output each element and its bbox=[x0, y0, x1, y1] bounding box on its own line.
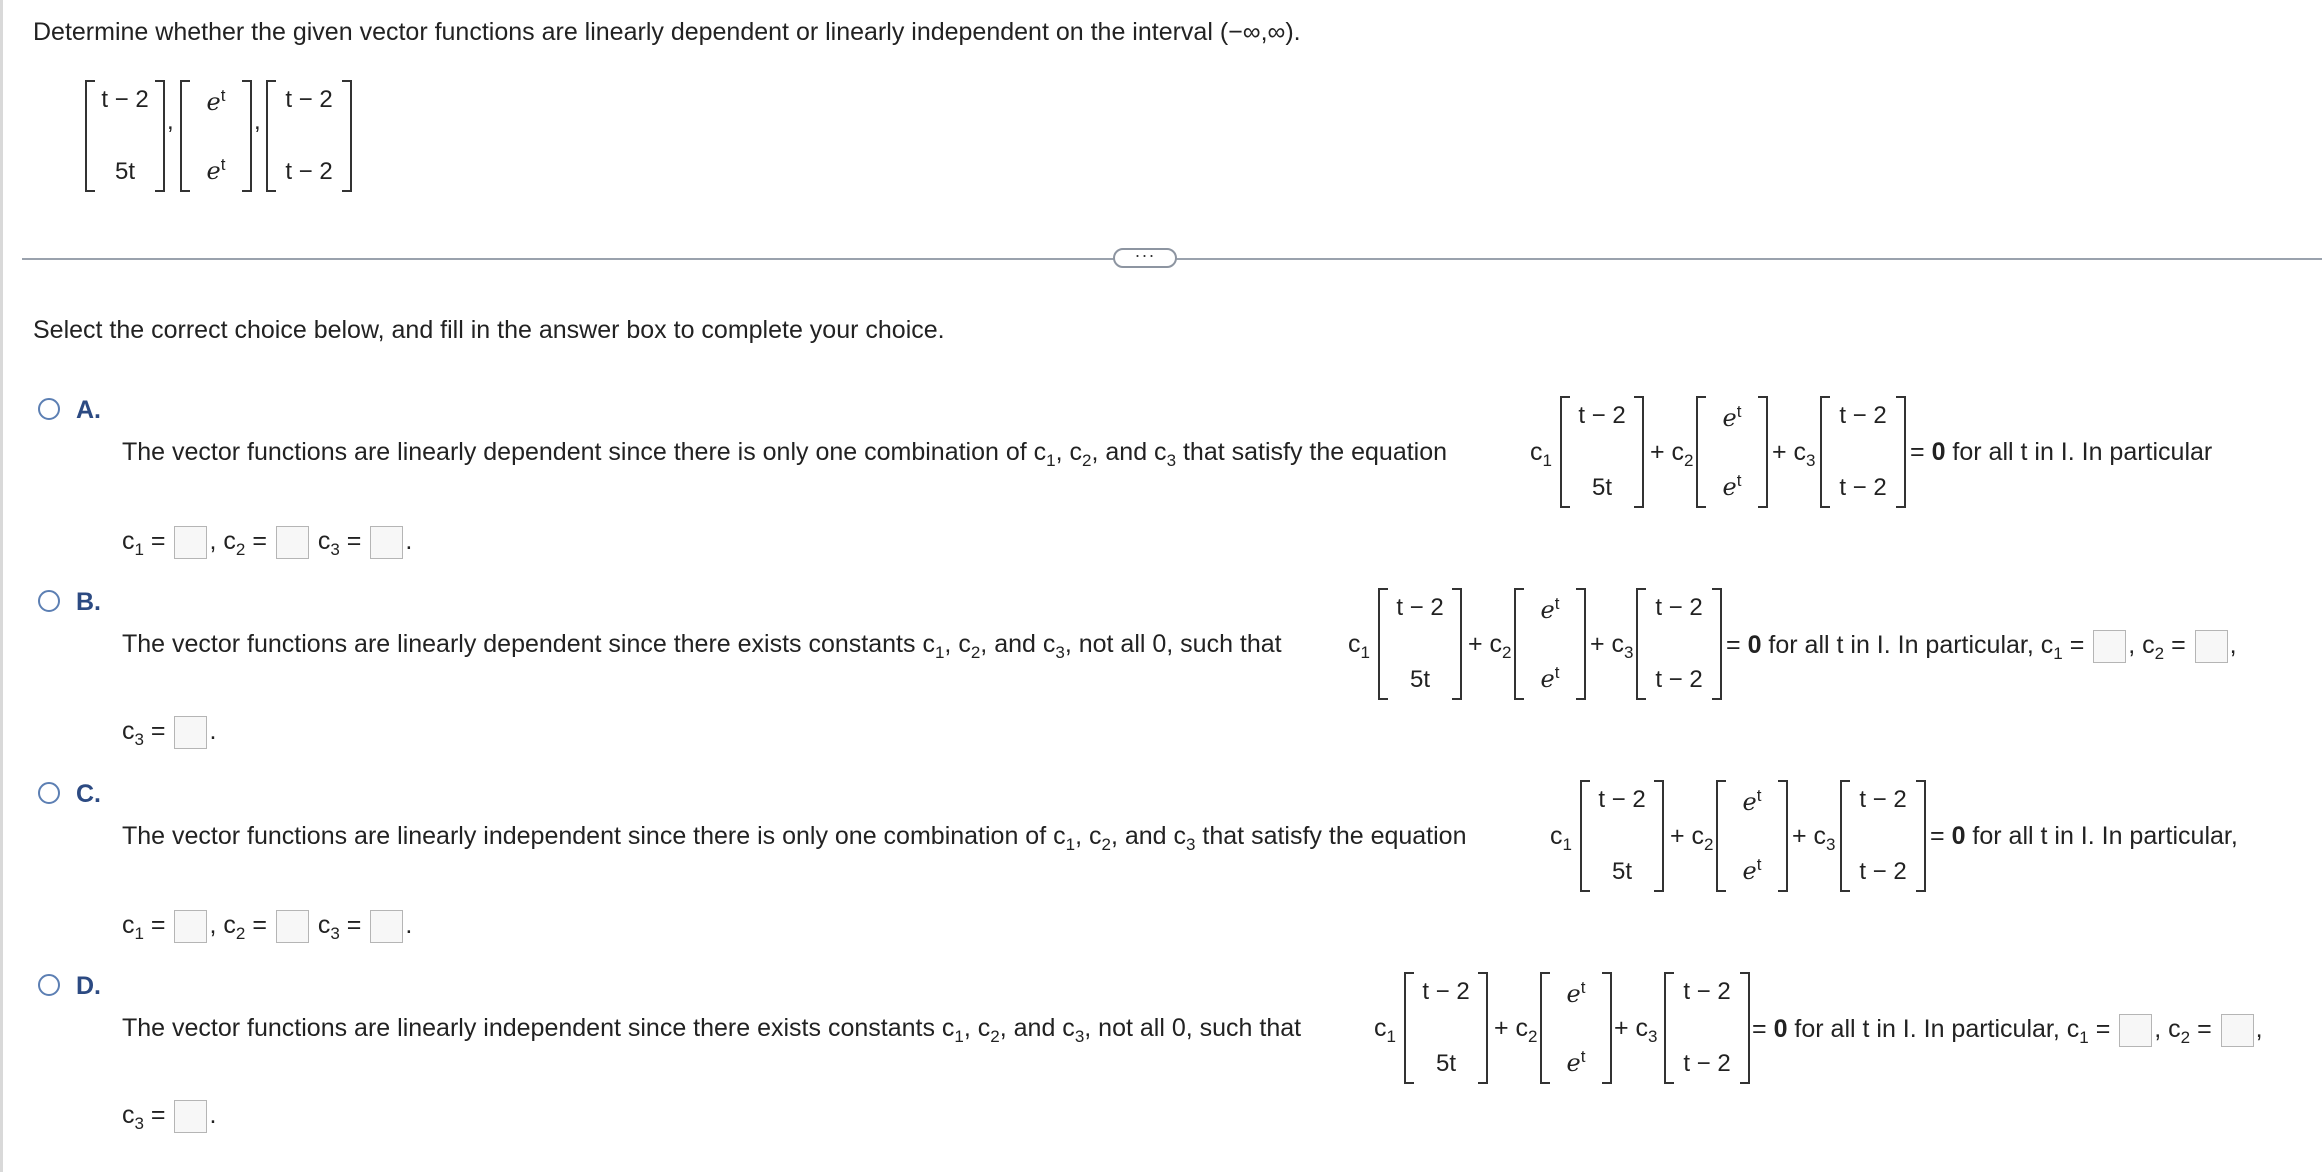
choice-c-letter: C. bbox=[76, 780, 101, 808]
choice-c-c3-input[interactable] bbox=[370, 910, 403, 943]
choice-a-c1-input[interactable] bbox=[174, 526, 207, 559]
choice-b-vector-2: $e^t$ $e^t$ bbox=[1514, 588, 1586, 700]
instructions: Select the correct choice below, and fill in the answer box to complete your choice. bbox=[33, 316, 945, 344]
vector-3 bbox=[266, 80, 352, 192]
choice-b-c1-input[interactable] bbox=[2093, 630, 2126, 663]
vector-1-top: t − 2 bbox=[101, 86, 149, 113]
choice-c-vector-3: t − 2 t − 2 bbox=[1840, 780, 1926, 892]
choice-b-tail: = 0 for all t in I. In particular, $c_1$ = , $c_2$ = , bbox=[1726, 631, 2237, 664]
choice-d-vector-2: $e^t$ $e^t$ bbox=[1540, 972, 1612, 1084]
question-prompt: Determine whether the given vector functions are linearly dependent or linearly independent on the interval (−∞,∞). bbox=[33, 18, 1301, 46]
choice-a-text: The vector functions are linearly dependent since there is only one combination of $c_1$, $c_2$, and $c_3$ that satisfy the equation bbox=[122, 438, 1448, 470]
vector-2 bbox=[180, 80, 252, 192]
choice-c-vector-2: $e^t$ $e^t$ bbox=[1716, 780, 1788, 892]
choice-d-radio[interactable] bbox=[38, 974, 60, 996]
vector-2-top-exp: t bbox=[220, 86, 226, 105]
choice-b-answers: $c_3$ = . bbox=[122, 717, 217, 750]
choice-d-answers: $c_3$ = . bbox=[122, 1101, 217, 1134]
choice-b-radio[interactable] bbox=[38, 590, 60, 612]
choice-a-coef-1: $c_1$ bbox=[1530, 438, 1552, 470]
choice-d-text: The vector functions are linearly independent since there exists constants $c_1$, $c_2$, and $c_3$, not all 0, such that bbox=[122, 1014, 1302, 1046]
choice-b-letter: B. bbox=[76, 588, 101, 616]
choice-a-coef-3: + $c_3$ bbox=[1772, 438, 1816, 470]
separator-comma: , bbox=[167, 108, 174, 135]
choice-c-vector-1: t − 2 5t bbox=[1580, 780, 1664, 892]
choice-d-coef-1: $c_1$ bbox=[1374, 1014, 1396, 1046]
vector-1 bbox=[85, 80, 165, 192]
choice-c-tail: = 0 for all t in I. In particular, bbox=[1930, 822, 2238, 850]
choice-b-c2-input[interactable] bbox=[2195, 630, 2228, 663]
choice-d-coef-2: + $c_2$ bbox=[1494, 1014, 1538, 1046]
choice-c-text: The vector functions are linearly independent since there is only one combination of $c_1$, $c_2$, and $c_3$ that satisfy the equation bbox=[122, 822, 1467, 854]
choice-b-c3-input[interactable] bbox=[174, 716, 207, 749]
vector-3-bottom: t − 2 bbox=[285, 158, 333, 185]
vector-1-bottom: 5t bbox=[114, 158, 135, 185]
choice-d-letter: D. bbox=[76, 972, 101, 1000]
choice-d-c2-input[interactable] bbox=[2221, 1014, 2254, 1047]
choice-c-coef-3: + $c_3$ bbox=[1792, 822, 1836, 854]
choice-c-c2-input[interactable] bbox=[276, 910, 309, 943]
choice-a-tail: = 0 for all t in I. In particular bbox=[1910, 438, 2213, 466]
choice-d-tail: = 0 for all t in I. In particular, $c_1$ = , $c_2$ = , bbox=[1752, 1015, 2263, 1048]
choice-a-c3-input[interactable] bbox=[370, 526, 403, 559]
choice-b-coef-2: + $c_2$ bbox=[1468, 630, 1512, 662]
vector-2-bottom-exp: t bbox=[220, 155, 226, 174]
separator-comma: , bbox=[254, 108, 261, 135]
choice-d-c1-input[interactable] bbox=[2119, 1014, 2152, 1047]
choice-d-c3-input[interactable] bbox=[174, 1100, 207, 1133]
choice-a-coef-2: + $c_2$ bbox=[1650, 438, 1694, 470]
vector-2-bottom: e bbox=[206, 157, 221, 185]
vector-3-top: t − 2 bbox=[285, 86, 333, 113]
choice-d-vector-3: t − 2 t − 2 bbox=[1664, 972, 1750, 1084]
choice-b-vector-1: t − 2 5t bbox=[1378, 588, 1462, 700]
choice-b-coef-3: + $c_3$ bbox=[1590, 630, 1634, 662]
choice-d-coef-3: + $c_3$ bbox=[1614, 1014, 1658, 1046]
choice-a-letter: A. bbox=[76, 396, 101, 424]
choice-c-answers: $c_1$ = , $c_2 = c_3$ = . bbox=[122, 911, 413, 944]
choice-b-text: The vector functions are linearly dependent since there exists constants $c_1$, $c_2$, and $c_3$, not all 0, such that bbox=[122, 630, 1282, 662]
choice-c-radio[interactable] bbox=[38, 782, 60, 804]
choice-a-vector-1: t − 2 5t bbox=[1560, 396, 1644, 508]
left-border bbox=[0, 0, 3, 1172]
choice-d-vector-1: t − 2 5t bbox=[1404, 972, 1488, 1084]
choice-a-answers: $c_1$ = , $c_2 = c_3$ = . bbox=[122, 527, 413, 560]
choice-a-c2-input[interactable] bbox=[276, 526, 309, 559]
vector-2-top: e bbox=[206, 88, 221, 116]
more-button[interactable]: ··· bbox=[1113, 248, 1177, 268]
choice-c-c1-input[interactable] bbox=[174, 910, 207, 943]
choice-a-vector-2: $e^t$ $e^t$ bbox=[1696, 396, 1768, 508]
choice-c-coef-1: $c_1$ bbox=[1550, 822, 1572, 854]
choice-b-coef-1: $c_1$ bbox=[1348, 630, 1370, 662]
choice-a-vector-3: t − 2 t − 2 bbox=[1820, 396, 1906, 508]
choice-b-vector-3: t − 2 t − 2 bbox=[1636, 588, 1722, 700]
choice-c-coef-2: + $c_2$ bbox=[1670, 822, 1714, 854]
choice-a-radio[interactable] bbox=[38, 398, 60, 420]
